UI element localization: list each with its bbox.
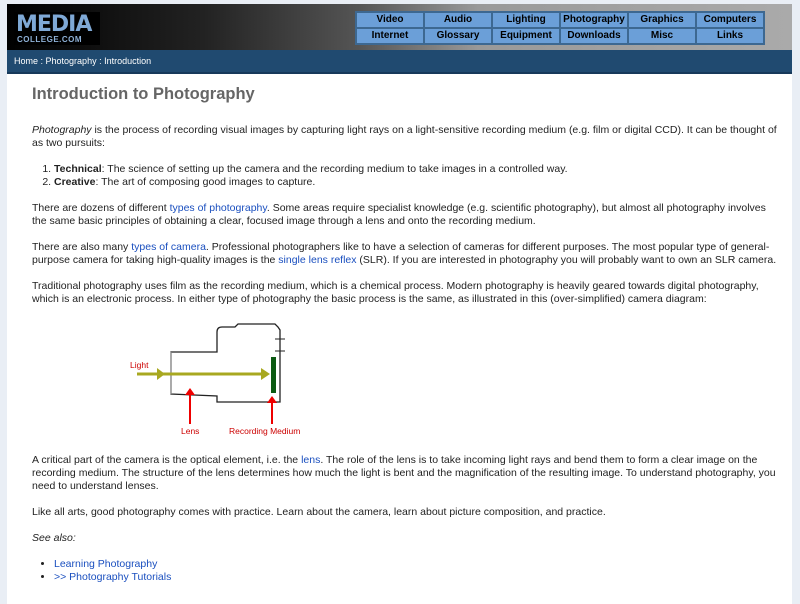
see-also-text: See also: — [32, 532, 76, 544]
text: . Professional photographers like to have a selection of cameras for different purposes. The most popular type of general-purpose camera for taking high-quality images is the — [32, 241, 770, 266]
learning-photography-link[interactable]: Learning Photography — [54, 558, 158, 570]
nav-downloads[interactable]: Downloads — [560, 28, 628, 44]
list-item — [54, 558, 777, 571]
paragraph: Like all arts, good photography comes with practice. Learn about the camera, learn about picture composition, and practice. — [32, 506, 606, 518]
main-nav — [355, 11, 765, 45]
breadcrumb-separator: : — [38, 56, 46, 66]
text: : The science of setting up the camera and the recording medium to take images in a controlled way. — [101, 163, 568, 175]
camera-outline — [171, 324, 280, 402]
nav-links[interactable]: Links — [696, 28, 764, 44]
logo[interactable] — [14, 12, 100, 45]
pursuits-list — [32, 163, 777, 189]
nav-lighting[interactable]: Lighting — [492, 12, 560, 28]
recording-medium — [271, 357, 276, 393]
types-of-camera-link[interactable]: types of camera — [131, 241, 206, 253]
breadcrumb-current: Introduction — [104, 56, 152, 66]
paragraph — [32, 454, 777, 493]
paragraph — [32, 202, 777, 228]
nav-internet[interactable]: Internet — [356, 28, 424, 44]
text: : The art of composing good images to capture. — [95, 176, 316, 188]
list-item — [54, 571, 777, 584]
breadcrumb-photography[interactable]: Photography — [45, 56, 97, 66]
camera-diagram — [117, 314, 317, 444]
types-of-photography-link[interactable]: types of photography — [169, 202, 267, 214]
text: is the process of recording visual images by capturing light rays on a light-sensitive recording medium (e.g. film or digital CCD). It can be thought of as two pursuits: — [32, 124, 777, 149]
medium-arrow — [267, 396, 277, 403]
paragraph — [32, 241, 777, 267]
logo-subtext: COLLEGE.COM — [17, 35, 83, 44]
medium-label: Recording Medium — [229, 426, 301, 436]
text: There are dozens of different — [32, 202, 170, 214]
light-arrowhead — [261, 368, 270, 380]
nav-misc[interactable]: Misc — [628, 28, 696, 44]
nav-audio[interactable]: Audio — [424, 12, 492, 28]
logo-text: MEDIA — [16, 12, 92, 37]
text: . The role of the lens is to take incoming light rays and bend them to form a clear image on the recording medium. The structure of the lens determines how much the light is bent and the magnification of the resulting image. To understand photography, you need to understand lenses. — [32, 454, 776, 492]
term: Creative — [54, 176, 96, 188]
text: (SLR). If you are interested in photography you will probably want to own an SLR camera. — [356, 254, 777, 266]
nav-photography[interactable]: Photography — [560, 12, 628, 28]
slr-link[interactable]: single lens reflex — [278, 254, 357, 266]
paragraph: Traditional photography uses film as the recording medium, which is a chemical process. Modern photography is heavily geared towards digital photography, which is an electronic process. In either type of photography the basic process is the same, as illustrated in this (over-simplified) camera diagram: — [32, 280, 759, 305]
nav-equipment[interactable]: Equipment — [492, 28, 560, 44]
lens-arrow — [185, 388, 195, 395]
light-arrowhead — [157, 368, 165, 380]
page-title: Introduction to Photography — [32, 85, 255, 103]
breadcrumb-home[interactable]: Home — [14, 56, 39, 66]
light-label: Light — [130, 360, 149, 370]
nav-video[interactable]: Video — [356, 12, 424, 28]
term: Technical — [54, 163, 102, 175]
photography-tutorials-link[interactable]: >> Photography Tutorials — [54, 571, 172, 583]
article — [32, 84, 777, 584]
breadcrumb-separator: : — [96, 56, 105, 66]
page — [7, 4, 792, 604]
text: A critical part of the camera is the optical element, i.e. the — [32, 454, 302, 466]
list-item — [54, 176, 777, 189]
see-also-list — [32, 558, 777, 584]
header — [7, 4, 792, 50]
lens-label: Lens — [181, 426, 200, 436]
list-item — [54, 163, 777, 176]
emphasis: Photography — [32, 124, 92, 136]
see-also-label — [32, 532, 777, 545]
breadcrumb — [7, 50, 792, 74]
nav-graphics[interactable]: Graphics — [628, 12, 696, 28]
lens-link[interactable]: lens — [301, 454, 321, 466]
paragraph — [32, 124, 777, 150]
nav-computers[interactable]: Computers — [696, 12, 764, 28]
nav-glossary[interactable]: Glossary — [424, 28, 492, 44]
text: There are also many — [32, 241, 132, 253]
text: . Some areas require specialist knowledge (e.g. scientific photography), but almost all photography involves the same basic principles of obtaining a clear, focused image through a lens and onto the recording medium. — [32, 202, 766, 227]
